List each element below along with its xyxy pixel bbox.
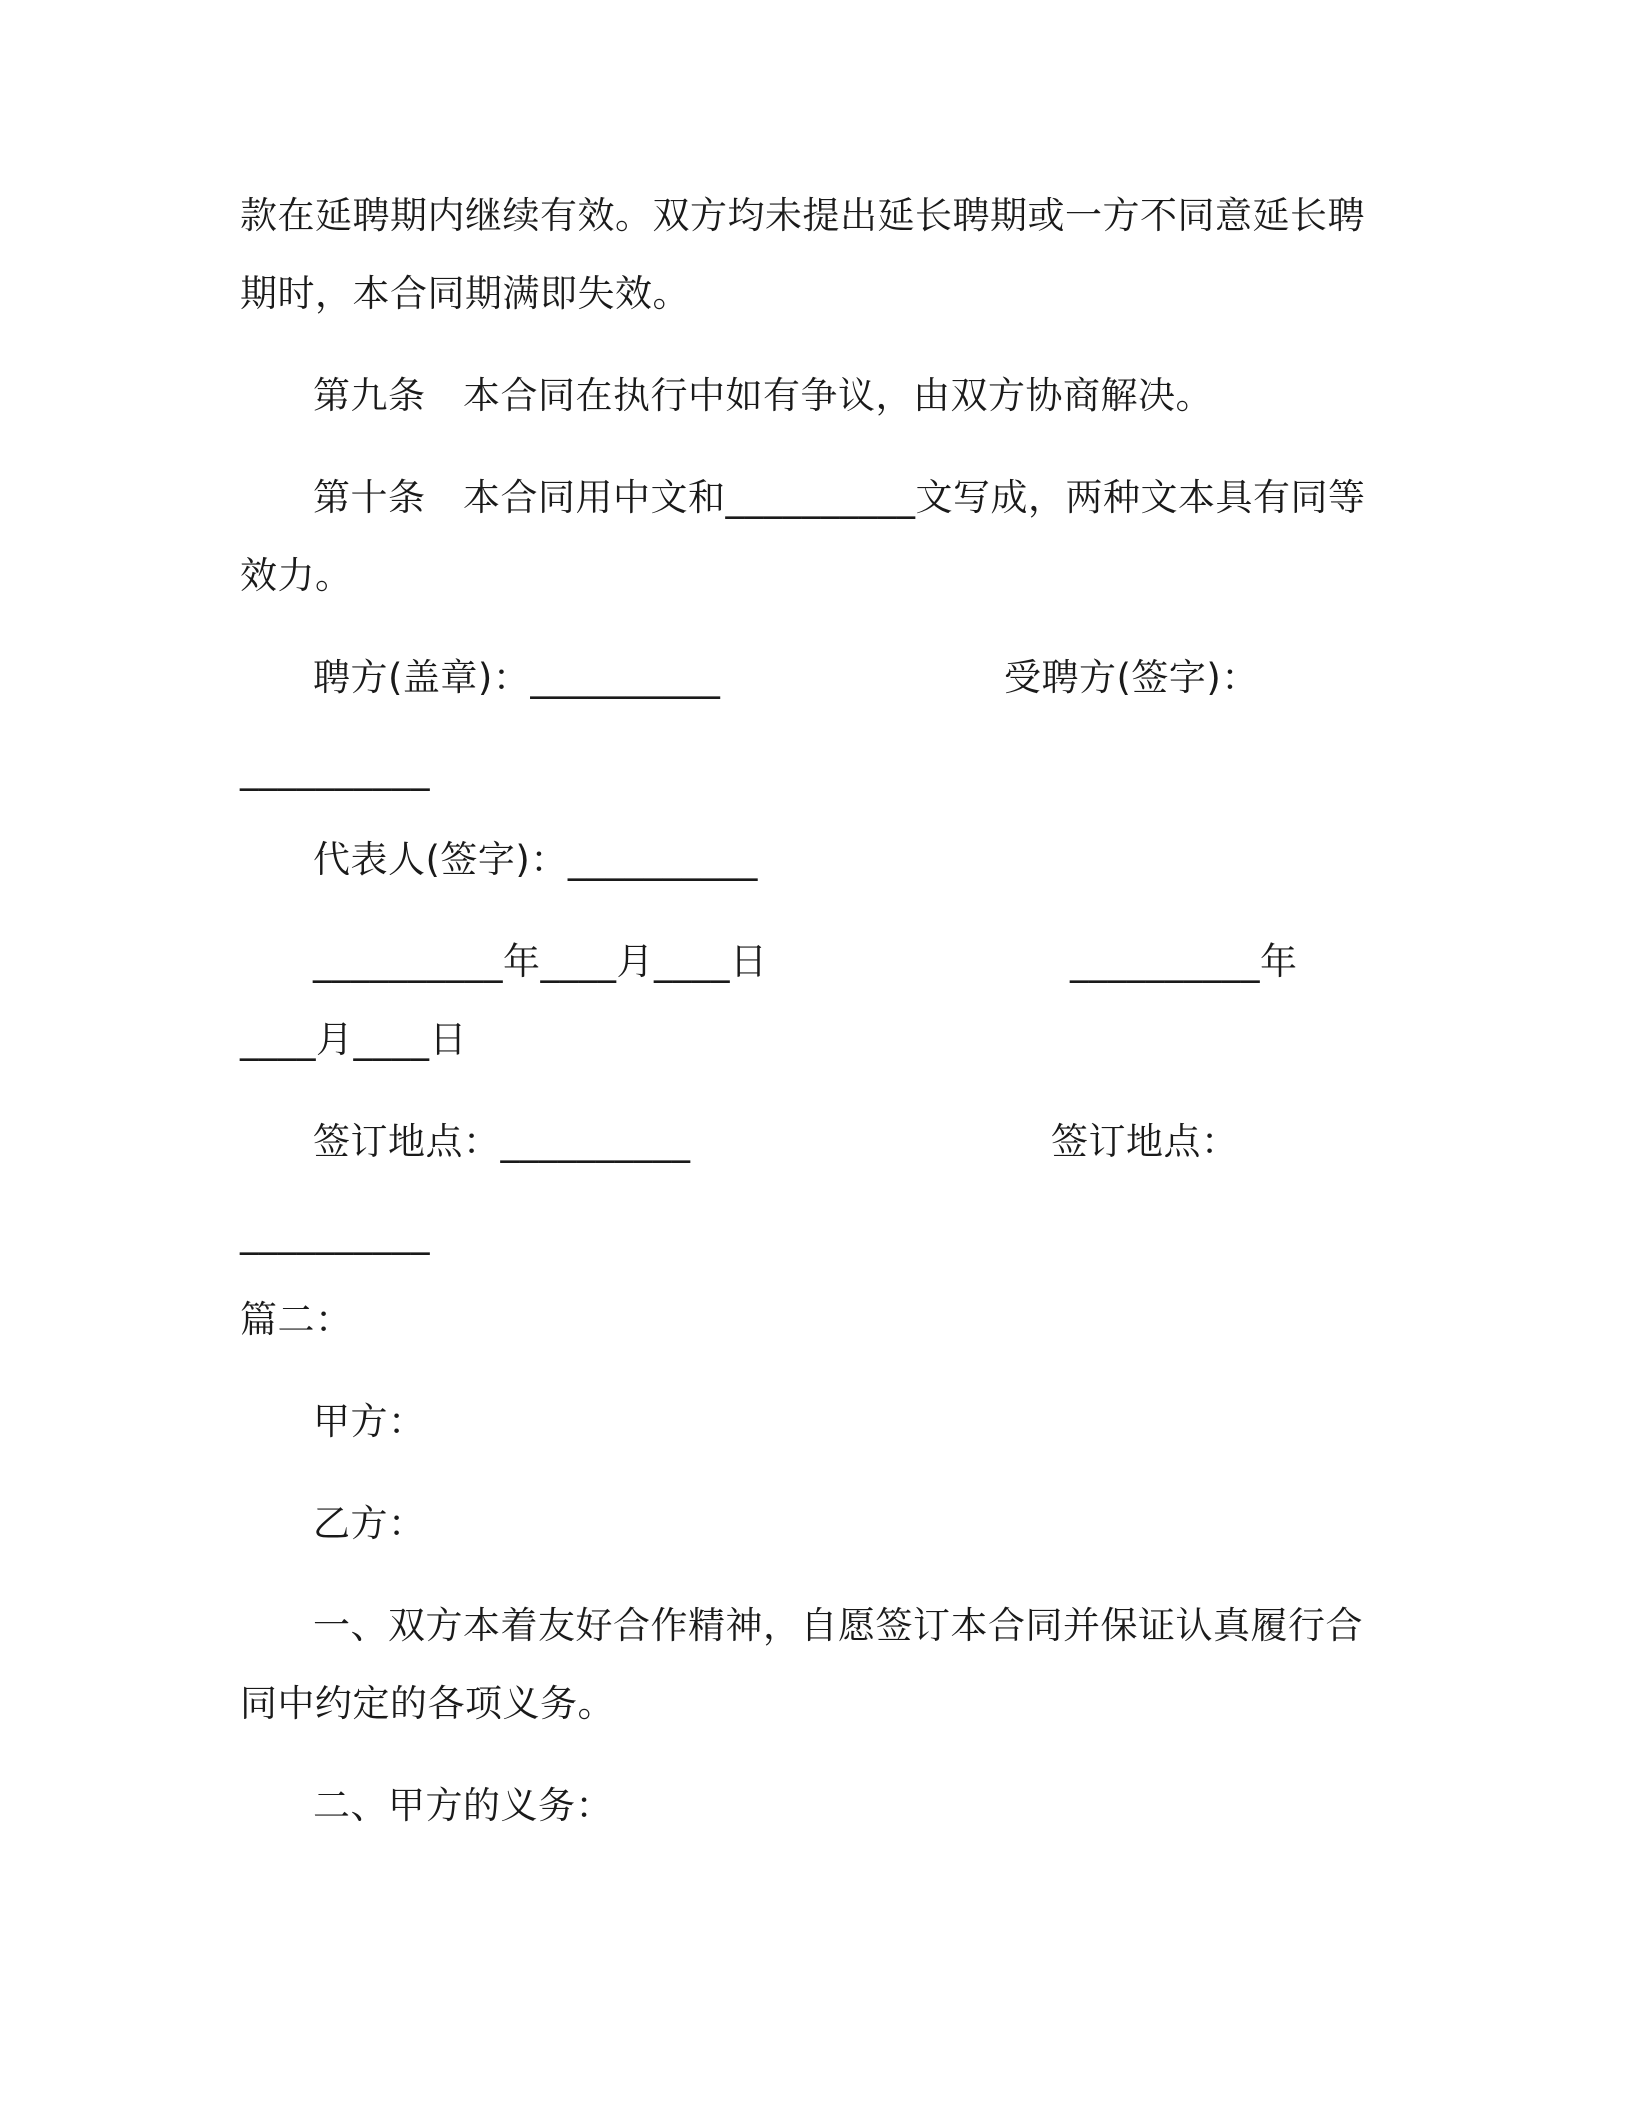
date-right-field: __________年 xyxy=(1070,940,1298,983)
date-left-field: __________年____月____日 xyxy=(313,940,768,983)
representative-sign-field: 代表人(签字)：__________ xyxy=(313,838,758,881)
party-b-label: 乙方： xyxy=(313,1502,426,1545)
party-a-label: 甲方： xyxy=(313,1400,426,1443)
signing-place-left: 签订地点：__________ xyxy=(313,1120,691,1163)
employer-seal-field: 聘方(盖章)：__________ xyxy=(313,656,721,699)
paragraph-line: 期时，本合同期满即失效。 xyxy=(240,272,690,315)
employee-sign-label: 受聘方(签字)： xyxy=(1004,656,1259,699)
item-one-line: 同中约定的各项义务。 xyxy=(240,1682,615,1725)
article-ten-line: 第十条 本合同用中文和__________文写成，两种文本具有同等 xyxy=(313,476,1366,519)
item-one-line: 一、双方本着友好合作精神，自愿签订本合同并保证认真履行合 xyxy=(313,1604,1363,1647)
employee-sign-blank: __________ xyxy=(240,748,430,791)
item-two-heading: 二、甲方的义务： xyxy=(313,1784,613,1827)
date-right-continuation: ____月____日 xyxy=(240,1018,467,1061)
article-ten-line: 效力。 xyxy=(240,554,353,597)
paragraph-line: 款在延聘期内继续有效。双方均未提出延长聘期或一方不同意延长聘 xyxy=(240,194,1365,237)
signing-place-right: 签订地点： xyxy=(1051,1120,1239,1163)
section-two-heading: 篇二： xyxy=(240,1298,353,1341)
signing-place-right-blank: __________ xyxy=(240,1212,430,1255)
article-nine: 第九条 本合同在执行中如有争议，由双方协商解决。 xyxy=(313,374,1213,417)
